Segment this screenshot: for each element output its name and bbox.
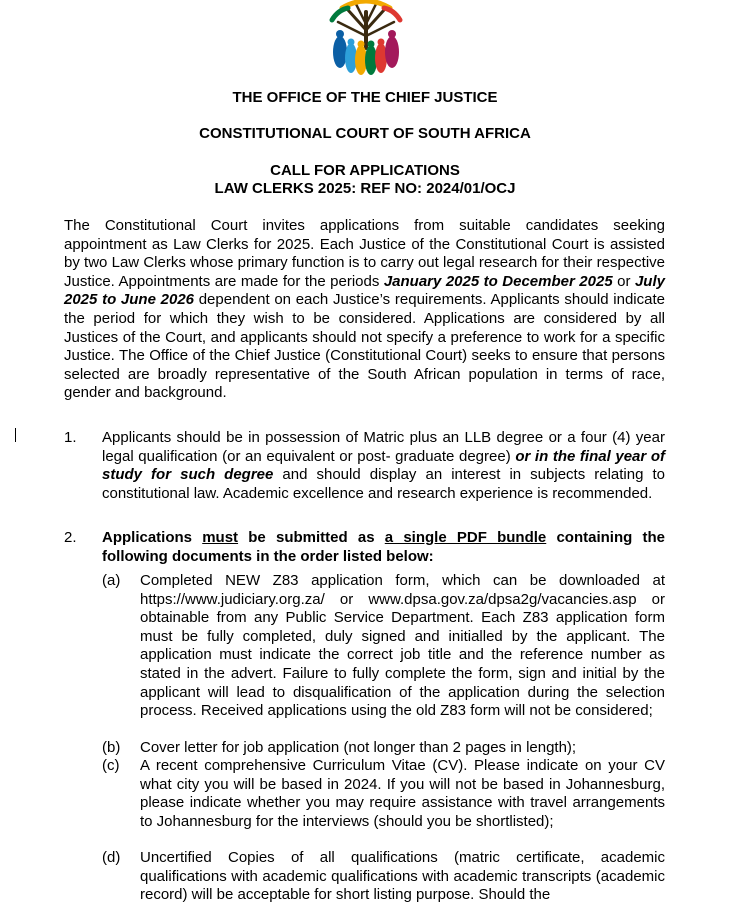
reference-number: LAW CLERKS 2025: REF NO: 2024/01/OCJ (214, 180, 516, 197)
item-2-text (102, 529, 665, 566)
ocj-logo (318, 0, 414, 78)
text-cursor (15, 428, 16, 442)
sub-item-c-text: A recent comprehensive Curriculum Vitae (CV). Please indicate on your CV what city you will be based in 2024. If you will not be based in Johannesburg, please indicate whether you may require assistance with travel arrangements to Johannesburg for the interviews (should you be shortlisted); (140, 757, 665, 830)
intro-period-2: July 2025 to June 2026 (64, 272, 665, 309)
item-1-number: 1. (64, 429, 77, 446)
sub-item-a-label: (a) (102, 572, 121, 589)
item-2-must: must (202, 529, 239, 546)
item-2-part-1: Applications (102, 529, 203, 546)
court-title: CONSTITUTIONAL COURT OF SOUTH AFRICA (199, 125, 531, 142)
sub-item-b-text: Cover letter for job application (not longer than 2 pages in length); (140, 739, 577, 756)
sub-item-d-text: Uncertified Copies of all qualifications (matric certificate, academic qualifications with academic qualifications with academic transcripts (academic record) will be acceptable for short listing purpose. Should the (140, 849, 665, 904)
sub-item-b-label: (b) (102, 739, 121, 756)
item-1-text (102, 429, 665, 503)
intro-paragraph (64, 217, 665, 403)
sub-item-a-text: Completed NEW Z83 application form, which can be downloaded at https://www.judiciary.org.za/ or www.dpsa.gov.za/dpsa2g/vacancies.asp or obtainable from any Public Service Department. Each Z83 application form must be fully completed, duly signed and initialled by the applicant. The application must indicate the correct job title and the reference number as stated in the advert. Failure to fully complete the form, sign and initial by the applicant will lead to disqualification of the application during the selection process. Received applications using the old Z83 form will not be considered; (140, 572, 665, 720)
sub-item-d-label: (d) (102, 849, 121, 866)
item-2-part-2: be submitted as (238, 529, 385, 546)
call-title: CALL FOR APPLICATIONS (270, 162, 460, 179)
office-title: THE OFFICE OF THE CHIEF JUSTICE (232, 89, 498, 106)
intro-period-1: January 2025 to December 2025 (383, 272, 613, 290)
sub-item-c-label: (c) (102, 757, 120, 774)
item-2-part-3: containing the following documents in the order listed below: (102, 529, 665, 565)
item-1-part-2: and should display an interest in subjects relating to constitutional law. Academic excellence and research experience is recommended. (102, 466, 666, 502)
item-1-part-1: Applicants should be in possession of Matric plus an LLB degree or a four (4) year legal qualification (or an equivalent or post- graduate degree) (102, 429, 665, 465)
item-1-emphasis: or in the final year of study for such degree (102, 447, 665, 484)
item-2-pdf-bundle: a single PDF bundle (384, 529, 547, 546)
intro-text-1: The Constitutional Court invites applications from suitable candidates seeking appointment as Law Clerks for 2025. Each Justice of the Constitutional Court is assisted by two Law Clerks whose primary function is to carry out legal research for their respective Justice. Appointments are made for the periods (64, 217, 665, 290)
item-2-number: 2. (64, 529, 77, 546)
intro-or: or (612, 272, 635, 290)
intro-text-2: dependent on each Justice’s requirements. Applicants should indicate the period for which they wish to be considered. Applications are considered by all Justices of the Court, and applicants should not specify a preference to work for a specific Justice. The Office of the Chief Justice (Constitutional Court) seeks to ensure that persons selected are broadly representative of the South African population in terms of race, gender and background. (64, 291, 665, 402)
